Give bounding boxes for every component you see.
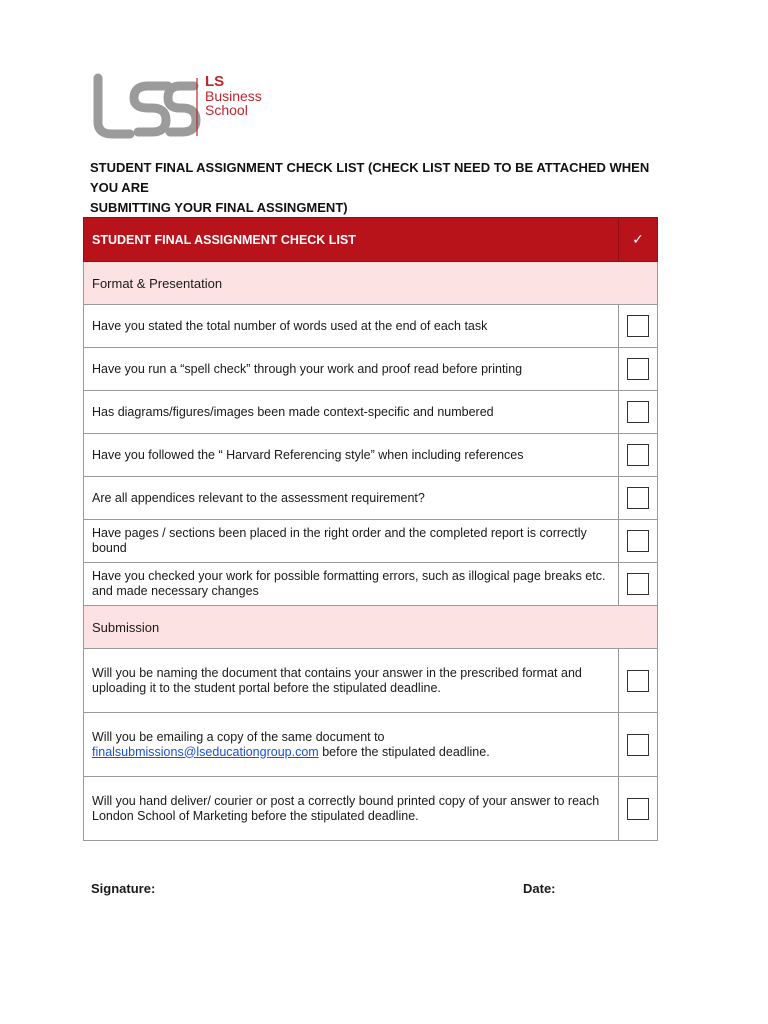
email-item-prefix: Will you be emailing a copy of the same document to <box>92 729 385 744</box>
checkbox[interactable] <box>627 530 649 552</box>
table-row <box>84 563 658 606</box>
checklist-item-email <box>84 713 619 777</box>
checklist-item-text: Has diagrams/figures/images been made context-specific and numbered <box>84 391 619 434</box>
tick-header: ✓ <box>619 218 658 262</box>
checkbox[interactable] <box>627 798 649 820</box>
section-header-format <box>84 262 658 305</box>
checklist-table <box>83 217 658 841</box>
checklist-title: STUDENT FINAL ASSIGNMENT CHECK LIST <box>84 218 619 262</box>
checklist-header-row <box>84 218 658 262</box>
table-row <box>84 649 658 713</box>
checklist-item-text: Will you be naming the document that contains your answer in the prescribed format and uploading it to the student portal before the stipulated deadline. <box>84 649 619 713</box>
section-label: Format & Presentation <box>84 262 658 305</box>
checkbox[interactable] <box>627 315 649 337</box>
signature-label: Signature: <box>91 881 156 896</box>
checklist-item-text: Are all appendices relevant to the assessment requirement? <box>84 477 619 520</box>
section-header-submission <box>84 606 658 649</box>
table-row <box>84 434 658 477</box>
checklist-item-text: Have you stated the total number of words used at the end of each task <box>84 305 619 348</box>
table-row <box>84 477 658 520</box>
date-label: Date: <box>523 881 556 896</box>
checkbox[interactable] <box>627 444 649 466</box>
logo-line-school: School <box>205 102 248 118</box>
submission-email-link[interactable]: finalsubmissions@lseducationgroup.com <box>92 744 319 759</box>
checkbox[interactable] <box>627 401 649 423</box>
table-row <box>84 777 658 841</box>
logo-line-ls: LS <box>205 73 225 90</box>
email-item-suffix: before the stipulated deadline. <box>322 744 490 759</box>
checklist-item-text: Have pages / sections been placed in the right order and the completed report is correctly bound <box>84 520 619 563</box>
logo-text <box>205 75 262 117</box>
table-row <box>84 305 658 348</box>
heading-line-2: SUBMITTING YOUR FINAL ASSINGMENT) <box>90 200 348 215</box>
checklist-item-text: Will you hand deliver/ courier or post a correctly bound printed copy of your answer to reach London School of Marketing before the stipulated deadline. <box>84 777 619 841</box>
table-row <box>84 713 658 777</box>
table-row <box>84 348 658 391</box>
document-heading <box>90 158 670 218</box>
heading-line-1: STUDENT FINAL ASSIGNMENT CHECK LIST (CHECK LIST NEED TO BE ATTACHED WHEN YOU ARE <box>90 160 650 195</box>
checklist-item-text: Have you run a “spell check” through your work and proof read before printing <box>84 348 619 391</box>
section-label: Submission <box>84 606 658 649</box>
logo-line-business: Business <box>205 88 262 104</box>
checkbox[interactable] <box>627 670 649 692</box>
checkbox[interactable] <box>627 487 649 509</box>
table-row <box>84 391 658 434</box>
table-row <box>84 520 658 563</box>
checkbox[interactable] <box>627 734 649 756</box>
checkbox[interactable] <box>627 573 649 595</box>
checklist-item-text: Have you followed the “ Harvard Referencing style” when including references <box>84 434 619 477</box>
checklist-item-text: Have you checked your work for possible formatting errors, such as illogical page breaks etc. and made necessary changes <box>84 563 619 606</box>
checkbox[interactable] <box>627 358 649 380</box>
